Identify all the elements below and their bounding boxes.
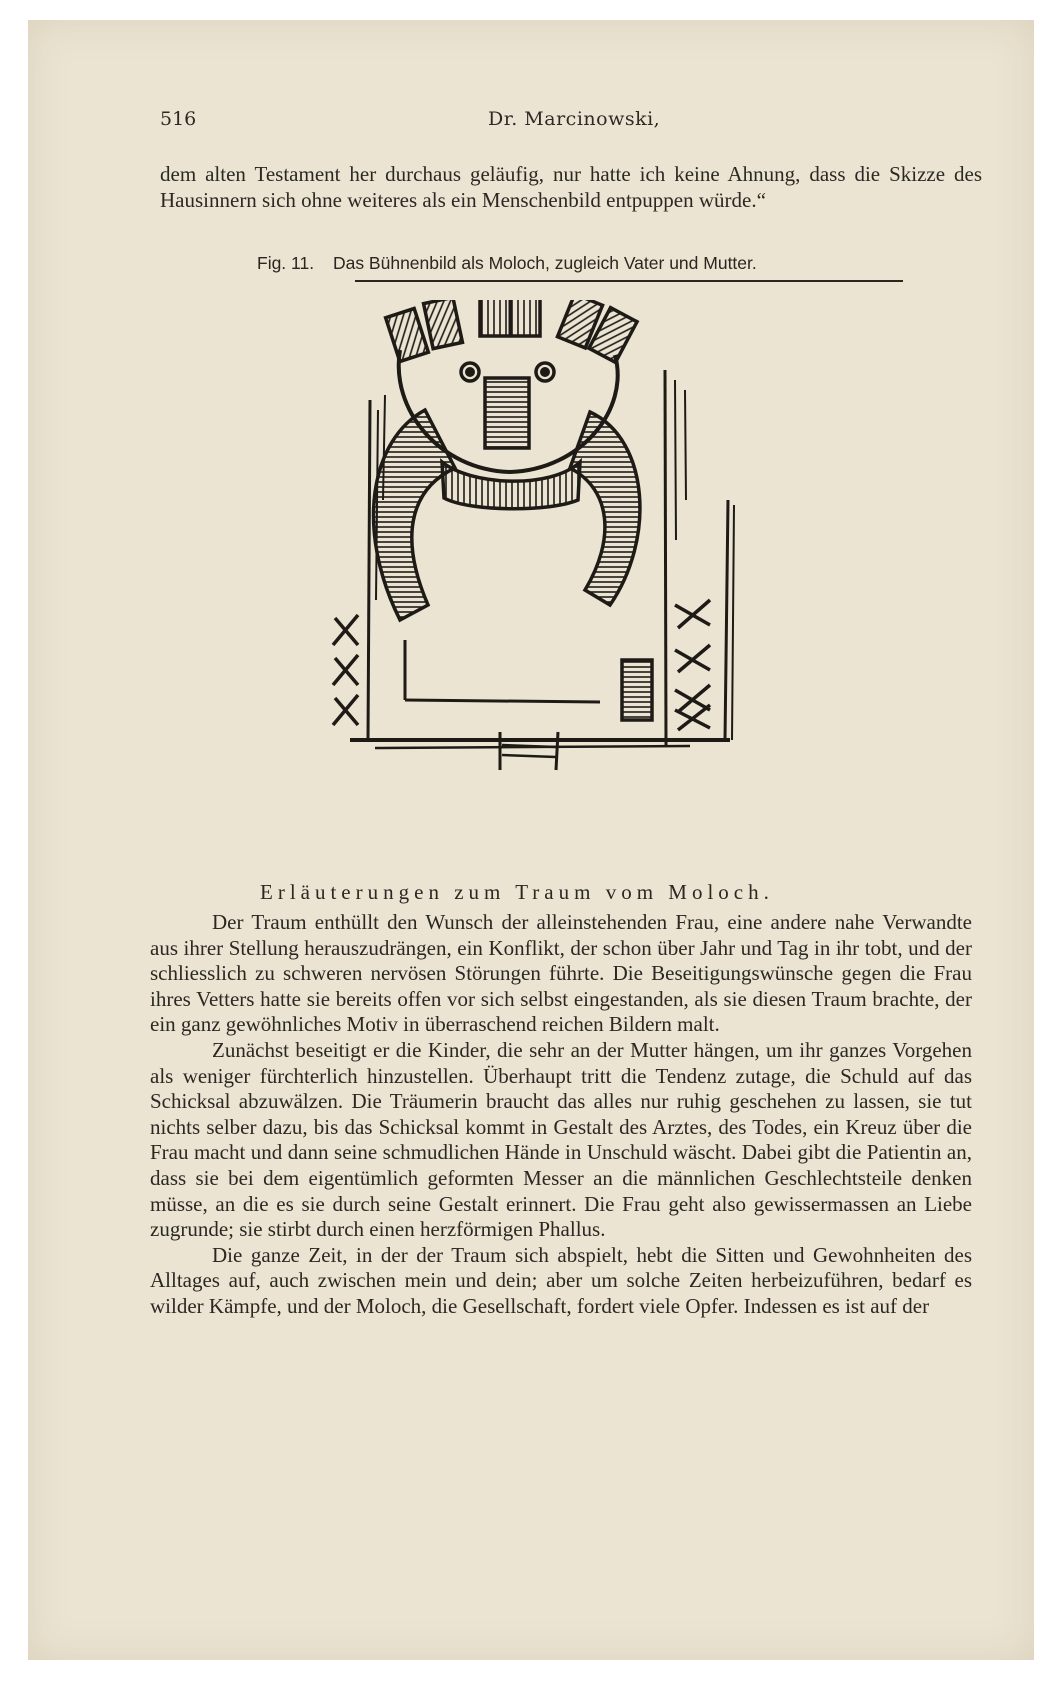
figure-title: Das Bühnenbild als Moloch, zugleich Vater und Mutter. bbox=[332, 253, 757, 273]
window-block-left-2 bbox=[424, 300, 463, 349]
body-paragraph-3: Die ganze Zeit, in der der Traum sich abspielt, hebt die Sitten und Gewohnheiten des Alltages auf, auch zwischen mein und dein; aber um solche Zeiten herbeizuführen, bedarf es wilder Kämpfe, und der Moloch, die Gesellschaft, fordert viele Opfer. Indessen es ist auf der bbox=[150, 1242, 972, 1318]
window-block-left-1 bbox=[386, 308, 429, 361]
body-paragraph-1: Der Traum enthüllt den Wunsch der alleinstehenden Frau, eine andere nahe Verwandte aus ihrer Stellung herauszudrängen, ein Konflikt, der schon über Jahr und Tag in ihr tobt, und der schliesslich zu schweren nervösen Störungen führte. Die Beseitigungswünsche gegen die Frau ihres Vetters hatte sie bereits offen vor sich selbst eingestanden, als sie diesen Traum brachte, der ein ganz gewöhnliches Motiv in überraschend reichen Bildern malt. bbox=[150, 910, 972, 1037]
section-heading: Erläuterungen zum Traum vom Moloch. bbox=[260, 880, 774, 904]
page-number: 516 bbox=[160, 108, 197, 130]
right-arm bbox=[570, 412, 640, 605]
cross-marks-right bbox=[675, 600, 710, 730]
cross-marks-left bbox=[333, 615, 358, 725]
running-title: Dr. Marcinowski, bbox=[488, 108, 661, 130]
figure-caption bbox=[257, 253, 757, 274]
left-arm bbox=[374, 410, 455, 620]
collar bbox=[442, 462, 580, 509]
intro-paragraph bbox=[160, 162, 982, 213]
body-text bbox=[150, 910, 972, 1320]
body-paragraph-2: Zunächst beseitigt er die Kinder, die sehr an der Mutter hängen, um ihr ganzes Vorgehen als weniger fürchterlich hinzustellen. Überhaupt tritt die Tendenz zutage, die Schuld auf das Schicksal abzuwälzen. Die Träumerin braucht das alles nur ruhig geschehen zu lassen, sie tut nichts selber dazu, bis das Schicksal kommt in Gestalt des Arztes, des Todes, ein Kreuz über die Frau macht und dann seine schmudlichen Hände in Unschuld wäscht. Dabei gibt die Patientin an, dass sie bei dem eigentümlich geformten Messer an die männlichen Geschlechtsteile denken müsse, an die es sie durch seine Gestalt erinnert. Die Frau geht also gewissermassen an Liebe zugrunde; sie stirbt durch einen herzförmigen Phallus. bbox=[150, 1037, 972, 1242]
window-blocks bbox=[386, 300, 637, 362]
moloch-stage-drawing bbox=[330, 300, 810, 860]
caption-underline bbox=[355, 280, 903, 282]
figure-number: Fig. 11. bbox=[257, 253, 315, 273]
intro-text: dem alten Testament her durchaus geläufig, nur hatte ich keine Ahnung, dass die Skizze des Hausinnern sich ohne weiteres als ein Menschenbild entpuppen würde.“ bbox=[160, 162, 982, 212]
mouth-block bbox=[485, 378, 529, 448]
door-block bbox=[622, 660, 652, 720]
